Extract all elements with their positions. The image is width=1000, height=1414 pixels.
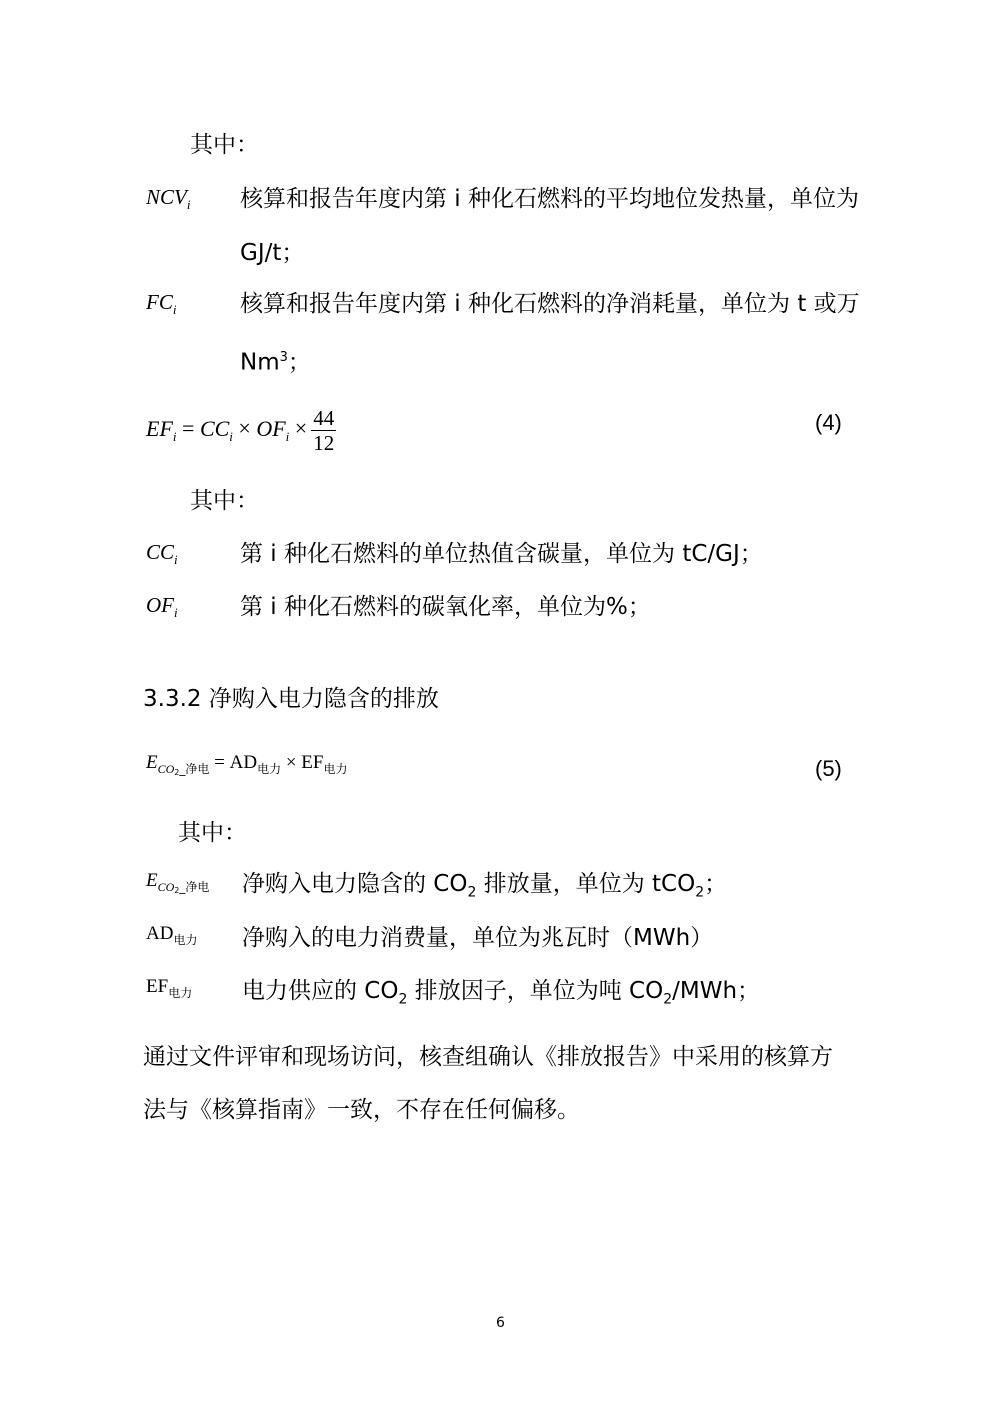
page-number: 6 (496, 1315, 505, 1331)
equation-4: $EF_i = CC_i \times OF_i$ × $\frac{44}{12}$ (146, 406, 335, 455)
definition-cc: 第 i 种化石燃料的单位热值含碳量，单位为 tC/GJ； (240, 541, 763, 567)
definition-e-co2: 净购入电力隐含的 $CO_2$ 排放量，单位为 tCO$_2$； (242, 871, 728, 901)
definition-of: 第 i 种化石燃料的碳氧化率，单位为%； (240, 594, 651, 620)
symbol-cc: $CC_i$ (146, 540, 178, 567)
symbol-e-co2: $E_{CO_2\_净电}$ (146, 870, 210, 895)
section-heading: 3.3.2 净购入电力隐含的排放 (143, 686, 439, 712)
conclusion-line-2: 法与《核算指南》一致，不存在任何偏移。 (143, 1097, 580, 1123)
where-label-1: 其中： (190, 132, 259, 158)
symbol-ef: $EF_{电力}$ (146, 976, 193, 1000)
equation-4-number: (4) (815, 410, 842, 435)
symbol-ncv: $NCV_i$ (146, 185, 191, 212)
where-label-3: 其中： (178, 820, 247, 846)
definition-ncv-line2: GJ/t； (240, 240, 305, 266)
definition-ef: 电力供应的 $CO_2$ 排放因子，单位为吨 $CO_2$/MWh； (242, 978, 761, 1008)
fraction-44-12: $\frac{44}{12}$ (313, 406, 335, 455)
definition-ad: 净购入的电力消费量，单位为兆瓦时（MWh） (242, 925, 714, 951)
symbol-ad: $AD_{电力}$ (146, 923, 198, 947)
where-label-2: 其中： (190, 488, 259, 514)
definition-fc-line2: Nm$^3$； (240, 349, 311, 376)
symbol-fc: $FC_i$ (146, 290, 177, 317)
definition-ncv-line1: 核算和报告年度内第 i 种化石燃料的平均地位发热量，单位为 (240, 186, 860, 212)
conclusion-line-1: 通过文件评审和现场访问，核查组确认《排放报告》中采用的核算方 (143, 1044, 833, 1070)
equation-5: $E_{CO_2\_净电} = AD_{电力} \times EF_{电力}$ (146, 752, 348, 777)
symbol-of: $OF_i$ (146, 593, 178, 620)
equation-5-number: (5) (815, 756, 842, 781)
definition-fc-line1: 核算和报告年度内第 i 种化石燃料的净消耗量，单位为 t 或万 (240, 291, 860, 317)
